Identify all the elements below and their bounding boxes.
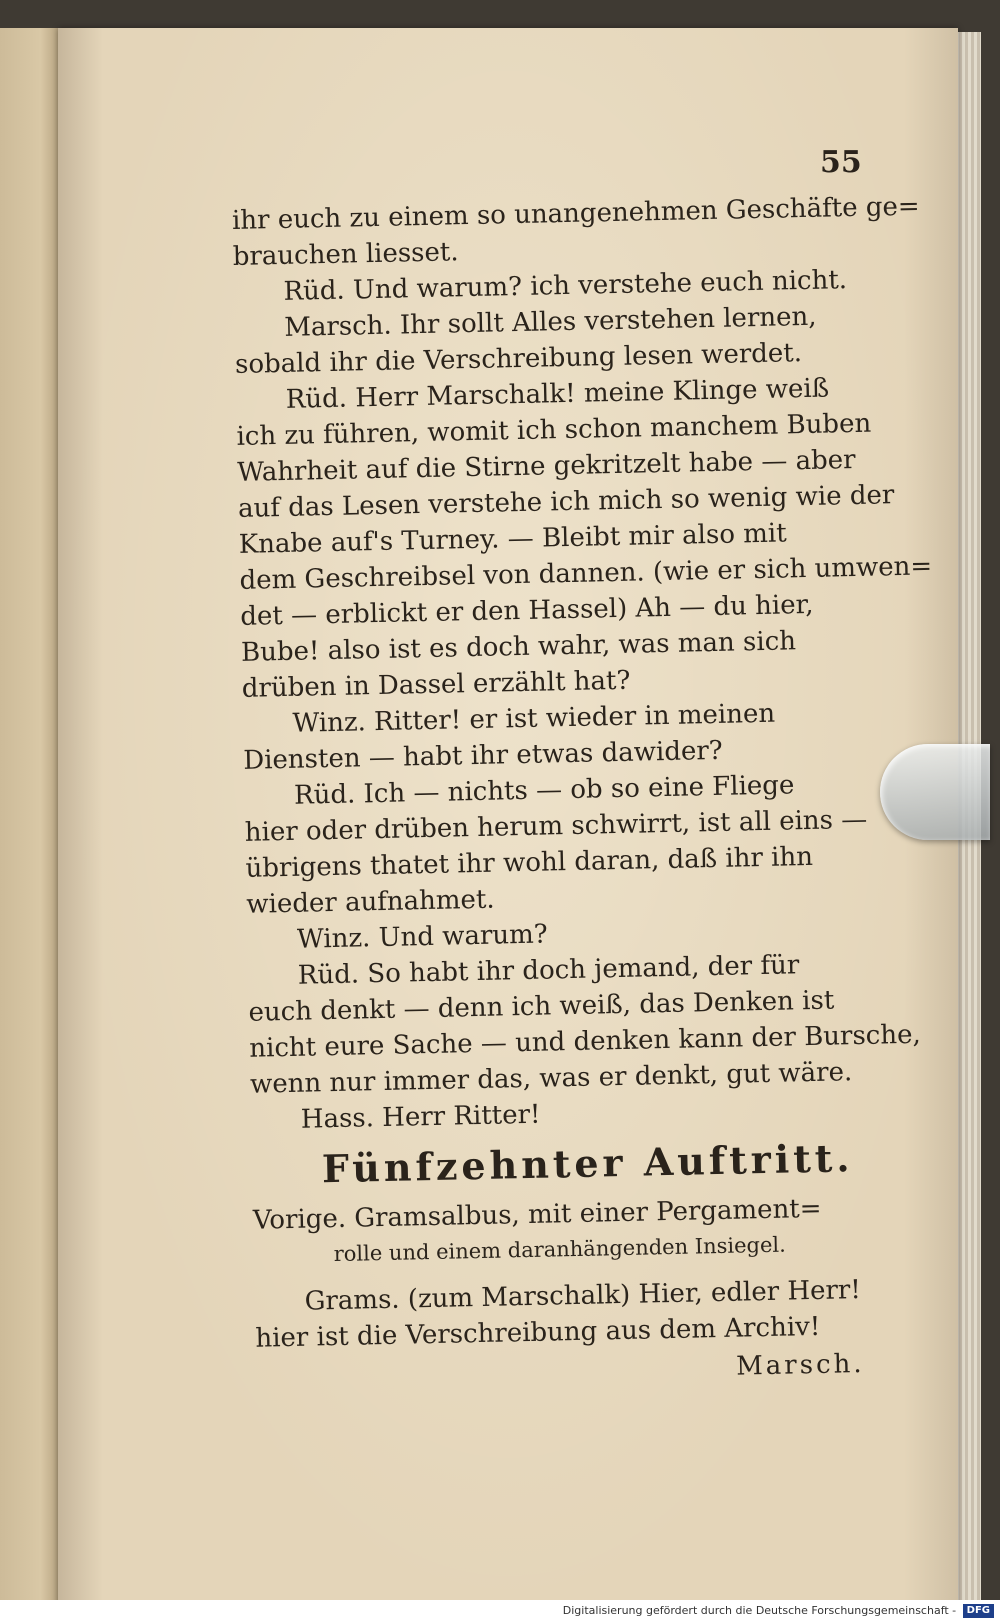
text-line: wenn nur immer das, was er denkt, gut wäre. — [249, 1057, 853, 1100]
text-line: brauchen liesset. — [232, 237, 459, 272]
text-line: sobald ihr die Verschreibung lesen werdet. — [234, 338, 803, 380]
page-clip — [880, 744, 990, 840]
text-line: Wahrheit auf die Stirne gekritzelt habe — aber — [237, 444, 856, 488]
digitization-footer — [0, 1600, 1000, 1621]
text-line: Rüd. So habt ihr doch jemand, der für — [297, 950, 800, 991]
scene-heading: Fünfzehnter Auftritt. — [321, 1135, 854, 1192]
stage-direction-line: Vorige. Gramsalbus, mit einer Pergament= — [252, 1193, 822, 1236]
text-line: hier ist die Verschreibung aus dem Archiv! — [255, 1311, 821, 1354]
text-line: Bube! also ist es doch wahr, was man sich — [240, 626, 797, 668]
text-line: ich zu führen, womit ich schon manchem Buben — [236, 408, 872, 452]
text-line: euch denkt — denn ich weiß, das Denken ist — [248, 985, 835, 1028]
stage-direction-line: rolle und einem daranhängenden Insiegel. — [333, 1232, 787, 1267]
text-line: Rüd. Ich — nichts — ob so eine Fliege — [293, 770, 795, 811]
text-line: hier oder drüben herum schwirrt, ist all eins — — [244, 804, 868, 848]
book-page — [58, 28, 958, 1618]
text-line: wieder aufnahmet. — [246, 884, 495, 920]
text-line: Diensten — habt ihr etwas dawider? — [243, 735, 723, 776]
text-line: Grams. (zum Marschalk) Hier, edler Herr! — [304, 1275, 862, 1317]
text-line: Knabe auf's Turney. — Bleibt mir also mit — [238, 518, 787, 560]
text-line: nicht eure Sache — und denken kann der Bursche, — [249, 1019, 922, 1064]
text-line: det — erblickt er den Hassel) Ah — du hier, — [240, 589, 814, 632]
text-line: Winz. Ritter! er ist wieder in meinen — [292, 698, 776, 739]
text-line: ihr euch zu einem so unangenehmen Geschäfte ge= — [231, 191, 920, 236]
facing-page-edge — [0, 28, 58, 1618]
text-line: drüben in Dassel erzählt hat? — [241, 665, 631, 704]
dfg-logo: DFG — [963, 1604, 994, 1618]
footer-credit: Digitalisierung gefördert durch die Deutsche Forschungsgemeinschaft - — [562, 1604, 957, 1617]
text-line: übrigens thatet ihr wohl daran, daß ihr ihn — [245, 841, 814, 884]
text-line: Marsch. Ihr sollt Alles verstehen lernen, — [283, 301, 817, 343]
text-line: auf das Lesen verstehe ich mich so wenig wie der — [237, 480, 895, 524]
text-line: Rüd. Herr Marschalk! meine Klinge weiß — [285, 373, 830, 415]
text-line: dem Geschreibsel von dannen. (wie er sich umwen= — [239, 551, 933, 596]
page-number: 55 — [820, 145, 862, 180]
text-line: Winz. Und warum? — [296, 919, 549, 955]
catchword: Marsch. — [735, 1348, 865, 1382]
text-line: Hass. Herr Ritter! — [300, 1099, 541, 1135]
text-line: Rüd. Und warum? ich verstehe euch nicht. — [283, 265, 848, 307]
